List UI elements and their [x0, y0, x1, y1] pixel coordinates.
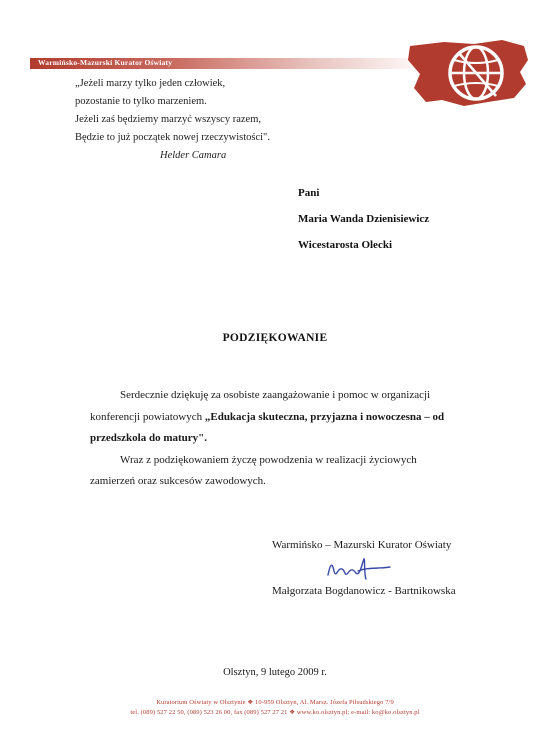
handwritten-signature-icon: [324, 555, 394, 583]
quote-author: Helder Camara: [160, 150, 227, 161]
addressee-position: Wicestarosta Olecki: [298, 239, 392, 251]
quote-line: pozostanie to tylko marzeniem.: [75, 96, 207, 107]
motto-quote: [75, 75, 270, 147]
addressee-salutation: Pani: [298, 187, 320, 199]
letter-title: PODZIĘKOWANIE: [222, 332, 328, 344]
quote-line: „Jeżeli marzy tylko jeden człowiek,: [75, 78, 226, 89]
footer-contacts: tel. (089) 527 22 50, (089) 523 26 00, fax (089) 527 27 21 ❖ www.ko.olsztyn.pl; e-mail: ko@ko.olsztyn.pl: [130, 709, 420, 716]
body-line: Wraz z podziękowaniem życzę powodzenia w realizacji życiowych: [120, 453, 417, 466]
conference-title: „Edukacja skuteczna, przyjazna i nowoczesna – od: [204, 410, 445, 423]
body-text-normal: konferencji powiatowych: [90, 410, 205, 423]
signature-block: [272, 539, 456, 597]
conference-title-end: przedszkola do matury".: [90, 432, 208, 444]
quote-line: Jeżeli zaś będziemy marzyć wszyscy razem,: [75, 114, 261, 125]
signatory-name: Małgorzata Bogdanowicz - Bartnikowska: [272, 585, 456, 597]
body-line: zamierzeń oraz sukcesów zawodowych.: [90, 475, 266, 487]
body-line: [90, 428, 490, 450]
letter-body: [90, 385, 490, 493]
footer-address: Kuratorium Oświaty w Olsztynie ❖ 10-959 Olsztyn, Al. Marsz. Józefa Piłsudskiego 7/9: [156, 699, 394, 706]
body-line: Serdecznie dziękuję za osobiste zaangażowanie i pomoc w organizacji: [120, 389, 431, 401]
addressee-name: Maria Wanda Dzienisiewicz: [298, 213, 430, 225]
quote-line: Będzie to już początek nowej rzeczywistości".: [75, 132, 270, 143]
body-line: [90, 407, 490, 429]
globe-map-logo-icon: [404, 38, 532, 108]
signatory-role: Warmińsko – Mazurski Kurator Oświaty: [272, 539, 452, 551]
place-date: Olsztyn, 9 lutego 2009 r.: [223, 667, 327, 678]
header-institution: Warmińsko-Mazurski Kurator Oświaty: [38, 58, 173, 67]
footer-contact: [0, 698, 550, 718]
addressee-block: [298, 180, 429, 258]
